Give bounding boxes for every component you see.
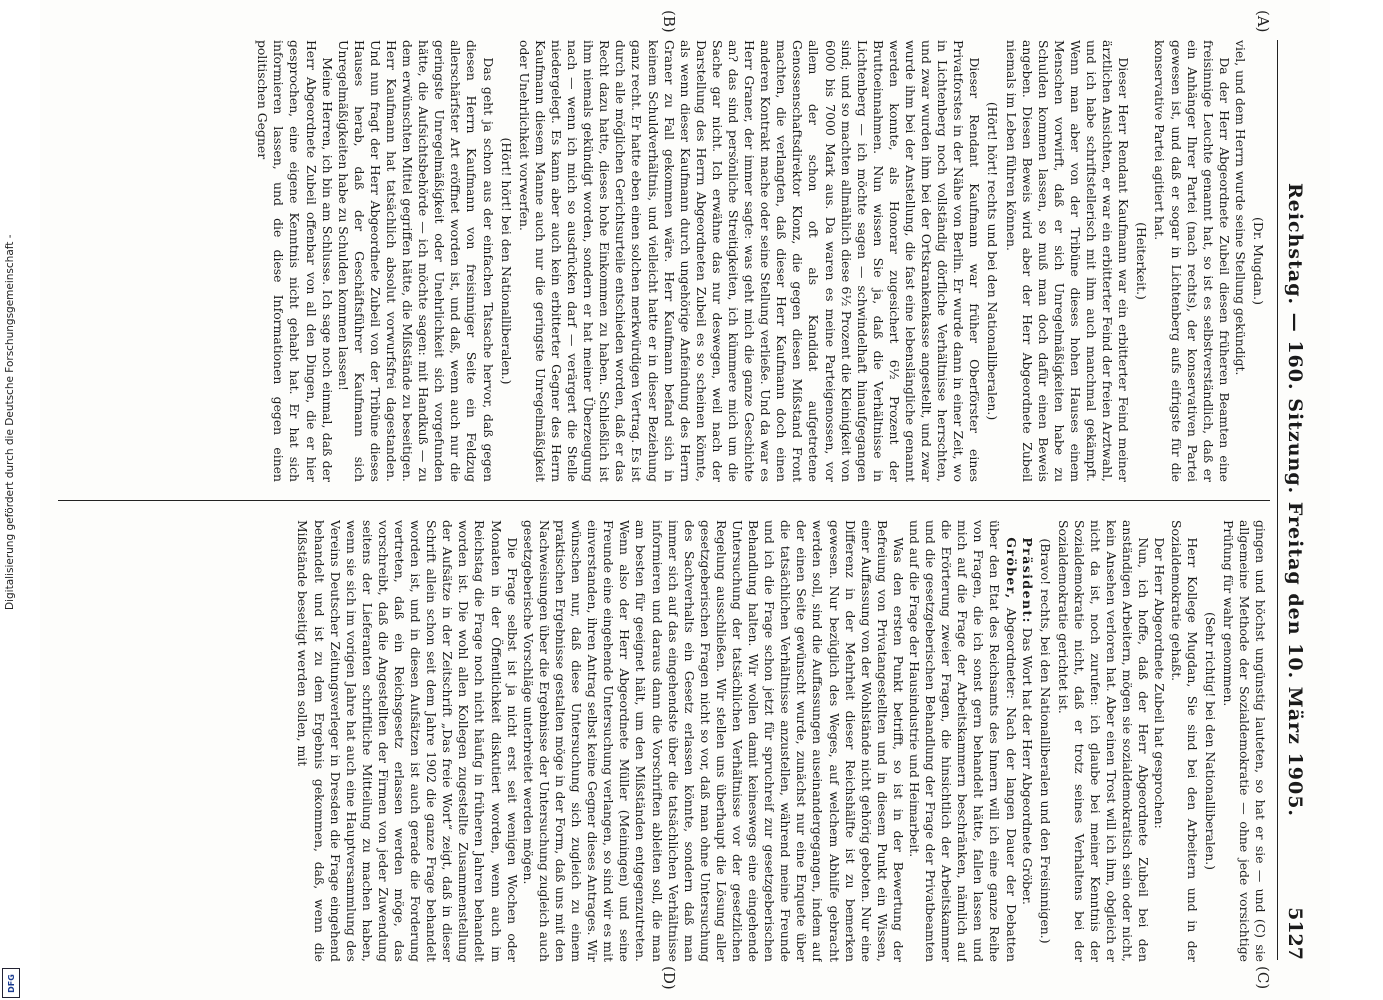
margin-letter-d: (D) (660, 966, 678, 990)
text-paragraph: Das geht ja schon aus der einfachen Tatsache hervor, daß gegen diesen Herrn Kaufmann von freisinniger Seite ein Feldzug allerschärfster Art eröffnet worden ist, und daß, wenn auch nur die geringste Unregelmäßigkeit oder Unehrlichkeit sich vorgefunden hätte, die Aufsichtsbehörde — ich möchte sagen: mit Handkuß — zu dem erwünschten Mittel gegriffen hätte, die Mißstände zu beseitigen. Herr Kaufmann hat tatsächlich absolut vorwurfsfrei dagestanden. Und nun fragt der Herr Abgeordnete Zubeil von der Tribüne dieses Hauses herab, daß der Geschäftsführer Kaufmann sich Unregelmäßigkeiten habe zu Schulden kommen lassen! (335, 40, 496, 482)
page-header (1277, 40, 1312, 960)
page-number: 5127 (1284, 907, 1306, 960)
rotated-page (40, 0, 1330, 1000)
text-paragraph: Der Herr Abgeordnete Zubeil hat gesprochen: (1152, 537, 1168, 829)
digitization-credit: Digitalisierung gefördert durch die Deutsche Forschungsgemeinschaft - (4, 234, 16, 610)
text-paragraph: Da der Herr Abgeordnete Zubeil diesen früheren Beamten eine freisinnige Leuchte genannt hat, so ist es selbstverständlich, daß er ein Anhänger Ihrer Partei (nach rechts), der konservativen Partei gewesen ist, und daß er sogar in Lichtenberg aufs eifrigste für die konservative Partei agitiert hat. (1152, 40, 1232, 482)
dfg-logo-icon: DFG (2, 968, 20, 998)
speaker-label: Gröber, (1003, 537, 1019, 600)
text-paragraph: Was den ersten Punkt betrifft, so ist in der Bewertung der Befreiung von Privatangestellten und in diesem Punkt ein Wissen, einer Auffassung von der Wohlstände nicht gehörig geboten. Nur eine Differenz in der Mehrheit dieser Reichshälfte ist zu bemerken gewesen. Nur bezüglich des Weges, auf welchem Abhilfe gebracht werden soll, sind die Auffassungen auseinandergegangen, indem auf der einen Seite gewünscht wurde, zunächst nur eine Enquete über die tatsächlichen Verhältnisse anzustellen, während meine Freunde und ich die Frage schon jetzt für spruchreif zur gesetzgeberischen Behandlung halten. Wir wollen damit keineswegs eine eingehende Untersuchung der tatsächlichen Verhältnisse vor der gesetzlichen Regelung ausschließen. Wir stellen uns überhaupt die Lösung aller gesetzgeberischen Fragen nicht so vor, daß man ohne Untersuchung des Sachverhalts ein Gesetz erlassen könnte, sondern daß man immer sich auf das eingehendste über die tatsächlichen Verhältnisse informieren und daraus dann die Vorschriften ableiten soll, die man am besten für geeignet hält, um den Mißständen entgegenzutreten. Wenn also der Herr Abgeordnete Müller (Meiningen) und seine Freunde eine eingehende Untersuchung verlangen, so sind wir es mit einverstanden, ihren Antrag selbst keine Gegner dieses Antrages. Wir wünschen nur, daß diese Untersuchung sich zugleich zu einem praktischen Ergebnisse gestalten möge in der Form, daß uns mit den Nachweisungen über die Ergebnisse der Untersuchung zugleich auch gesetzgeberische Vorschläge unterbreitet werden mögen. (520, 520, 906, 962)
speech-text: Abgeordneter: Nach der langen Dauer der Debatten über den Etat des Reichsamts des Innern will ich eine ganze Reihe von Fragen, die ich sonst gern behandelt hätte, fallen lassen und mich auf die Frage der Arbeitskammern beschränken, nämlich auf die Erörterung zweier Fragen, die hinsichtlich der Arbeitskammer und die gesetzgeberischen Behandlung der Frage der Privatbeamten und auf die Frage der Hausindustrie und Heimarbeit. (907, 520, 1019, 962)
interjection: (Heiterkeit.) (1134, 222, 1150, 300)
speech-paragraph (1019, 520, 1035, 962)
interjection: (Hört! hört! rechts und bei den Nationalliberalen.) (985, 101, 1001, 421)
speaker-name-top: (Dr. Mugdan.) (1251, 217, 1266, 305)
interjection: (Bravo! rechts, bei den Nationalliberalen und den Freisinnigen.) (1037, 538, 1053, 944)
speech-paragraph (906, 520, 1019, 962)
margin-letter-a: (A) (1254, 10, 1272, 33)
left-text-column (60, 40, 1268, 482)
margin-letter-c: (C) (1254, 966, 1272, 990)
text-paragraph: viel, und dem Herrn wurde seine Stellung gekündigt. (1232, 40, 1248, 376)
text-paragraph: Dieser Herr Rendant Kaufmann war ein erbitterter Feind meiner ärztlichen Ansichten, er war ein erbitterter Feind der freien Arztwahl, und ich habe schriftstellerisch mit ihm auch manchmal gekämpft. Wenn man aber von der Tribüne dieses hohen Hauses einem Menschen vorwirft, daß er sich Unregelmäßigkeiten habe zu Schulden kommen lassen, so muß man doch dafür einen Beweis angeben. Diesen Beweis wird aber der Herr Abgeordnete Zubeil niemals im Leben führen können. (1003, 40, 1132, 482)
text-paragraph: gingen und höchst ungünstig lauteten, so hat er sie — und (C) sie allgemeine Methode der Sozialdemokratie — ohne jede vorsichtige Prüfung für wahr genommen. (1220, 520, 1268, 962)
interjection: (Hört! hört! bei den Nationalliberalen.) (498, 137, 514, 385)
speaker-label: Präsident: (1019, 537, 1035, 624)
text-paragraph: Nun, ich hoffe, daß der Herr Abgeordnete Zubeil bei den anständigen Arbeitern, mögen sie sozialdemokratisch sein oder nicht, kein Ansehen verloren hat. Aber einen Trost will ich ihm, obgleich er nicht da ist, noch zurufen: ich glaube bei meiner Kenntnis der Sozialdemokratie nicht, daß er trotz seines Verhaltens bei der Sozialdemokratie gerichtet ist. (1055, 520, 1152, 962)
text-paragraph: Herr Kollege Mugdan, Sie sind bei den Arbeitern und in der Sozialdemokratie gehaßt. (1168, 520, 1200, 962)
header-title: Reichstag. — 160. Sitzung. Freitag den 10. März 1905. (1284, 182, 1306, 818)
column-divider (58, 500, 1270, 501)
margin-letter-b: (B) (660, 10, 678, 33)
speech-text: Das Wort hat der Herr Abgeordnete Gröber. (1019, 627, 1035, 905)
text-paragraph: Dieser Rendant Kaufmann war früher Oberförster eines Privatforstes in der Nähe von Berlin. Er wurde dann in einer Zeit, wo in Lichtenberg noch vollständig dörfliche Verhältnisse herrschten, und zwar wurden ihm bei der Ortskrankenkasse angestellt, und zwar wurde ihm bei der Anstellung, die fast eine lebenslängliche genannt werden konnte, als Honorar zugesichert 6½ Prozent der Bruttoeinnahmen. Nun wissen Sie ja, daß die Verhältnisse in Lichtenberg — ich möchte sagen — schwindelhaft hinaufgegangen sind; und so machten allmählich diese 6½ Prozent die Kleinigkeit von 6000 bis 7000 Mark aus. Da waren es meine Parteigenossen, vor allem der schon oft als Kandidat aufgetretene Genossenschaftsdirektor Klonz, die gegen diesen Mißstand Front machten, die verlangten, daß dieser Herr Kaufmann doch einen anderen Kontrakt mache oder seine Stellung verließe. Und da war es Herr Graner, der immer sagte: was geht mich die ganze Geschichte an? das sind persönliche Streitigkeiten, ich kümmere mich um die Sache gar nicht. Ich erwähne das nur deswegen, weil nach der Darstellung des Herrn Abgeordneten Zubeil es so scheinen könnte, als wenn dieser Kaufmann durch ungehörige Anfeindung des Herrn Graner zu Fall gekommen wäre. Herr Kaufmann befand sich in keinem Schuldverhältnis, und vielleicht hatte er in dieser Beziehung ganz recht. Er hatte eben einen solchen merkwürdigen Vertrag. Es ist durch alle möglichen Gerichtsurteile entschieden worden, daß er das Recht dazu hatte, dieses hohe Einkommen zu haben. Schließlich ist ihm niemals gekündigt worden, sondern er hat meiner Überzeugung nach — wenn ich mich so ausdrücken darf — verärgert die Stelle niedergelegt. Es kann aber auch kein erbitterter Gegner des Herrn Kaufmann diesem Manne auch nur die geringste Unregelmäßigkeit oder Unehrlichkeit vorwerfen. (516, 40, 983, 482)
text-paragraph: Die Frage selbst ist ja nicht erst seit wenigen Wochen oder Monaten in der Öffentlichkeit diskutiert worden, wenn auch im Reichstag die Frage noch nicht häufig in früheren Jahren behandelt worden ist. Die wohl allen Kollegen zugestellte Zusammenstellung der Aufsätze in der Zeitschrift „Das freie Wort“ zeigt, daß in dieser Schrift allein schon seit dem Jahre 1902 die ganze Frage behandelt worden ist, und in diesen Aufsätzen ist auch gerade die Forderung vertreten, daß ein Reichsgesetz erlassen werden möge, das vorschreibt, daß die Angestellten der Firmen von jeder Zuwendung seitens der Lieferanten schriftliche Mitteilung zu machen haben, wenn sie sich im vorigen Jahre hat auch eine Hauptversammlung des Vereins Deutscher Zeitungsverleger in Dresden die Frage eingehend behandelt und ist zu dem Ergebnis gekommen, daß, wenn die Mißstände beseitigt werden sollen, mit (295, 520, 520, 962)
interjection: (Sehr richtig! bei den Nationalliberalen.) (1202, 612, 1218, 870)
text-paragraph: Meine Herren, ich bin am Schlusse. Ich sage noch einmal, daß der Herr Abgeordnete Zubeil offenbar von all den Dingen, die er hier gesprochen, eine eigene Kenntnis nicht gehabt hat. Er hat sich informieren lassen, und die diese Informationen gegen einen politischen Gegner (255, 40, 335, 482)
right-text-column (60, 520, 1268, 962)
